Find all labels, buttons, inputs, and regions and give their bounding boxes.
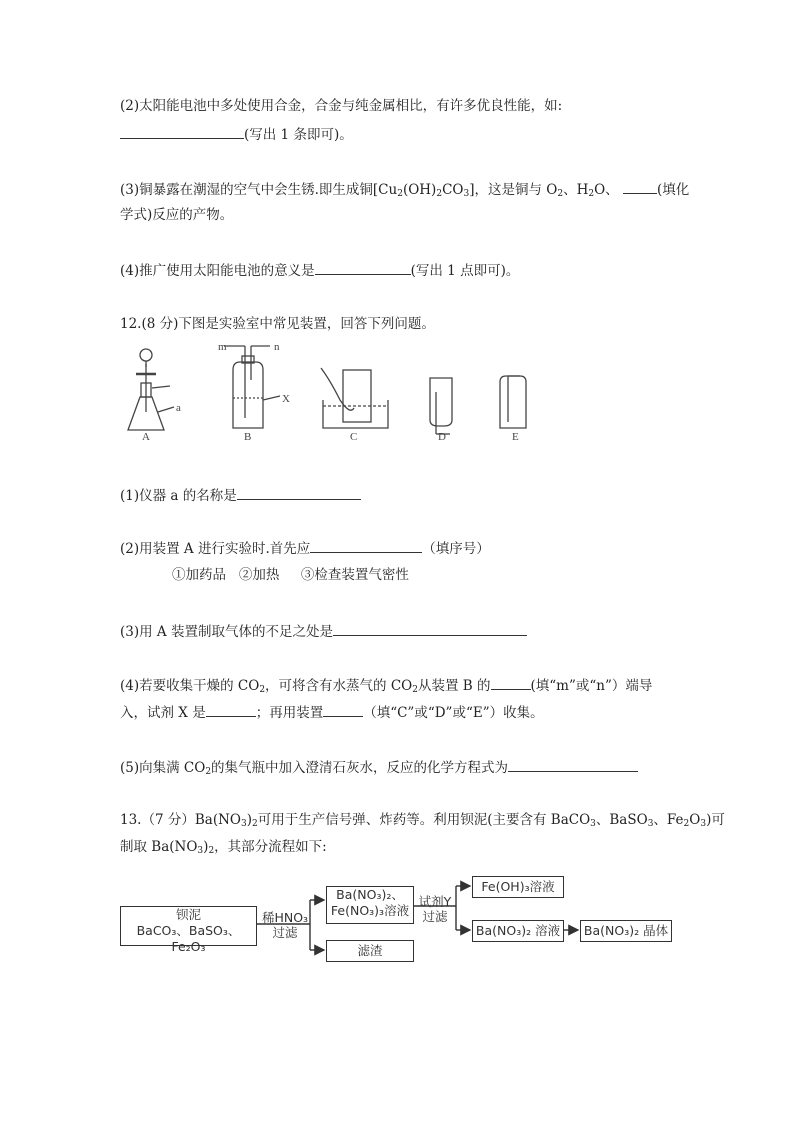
q12-part5: (5)向集满 $CO_2$的集气瓶中加入澄清石灰水，反应的化学方程式为 xyxy=(120,757,638,777)
svg-text:A: A xyxy=(142,431,150,443)
q11-part3: (3)铜暴露在潮湿的空气中会生锈.即生成铜$[Cu_2(OH)_2CO_3]$，这是铜与 $O_2$、$H_2O$、 (填化 xyxy=(120,179,689,199)
q12-header: 12.(8 分)下图是实验室中常见装置，回答下列问题。 xyxy=(120,316,435,332)
answer-blank[interactable] xyxy=(623,179,657,194)
answer-blank[interactable] xyxy=(333,621,527,636)
box-nitrate-solution: Ba(NO₃)₂、 Fe(NO₃)₃溶液 xyxy=(326,886,414,924)
svg-text:B: B xyxy=(244,431,252,443)
label-dilute-hno3: 稀HNO₃ 过滤 xyxy=(261,910,309,940)
box-ba-nitrate-solution: Ba(NO₃)₂ 溶液 xyxy=(472,920,564,942)
apparatus-figure xyxy=(118,340,558,445)
q11-part2: (2)太阳能电池中多处使用合金，合金与纯金属相比，有许多优良性能，如: xyxy=(120,98,563,114)
apparatus-e xyxy=(500,376,526,428)
q11-part2-answer: (写出 1 条即可)。 xyxy=(120,124,353,144)
answer-blank[interactable] xyxy=(237,485,361,500)
answer-blank[interactable] xyxy=(508,757,638,772)
apparatus-c xyxy=(321,368,388,428)
svg-text:E: E xyxy=(512,431,519,443)
apparatus-b xyxy=(224,346,280,428)
svg-text:X: X xyxy=(282,393,290,405)
q12-part4: (4)若要收集干燥的 $CO_2$，可将含有水蒸气的 $CO_2$从装置 B 的 (填“m”或“n”）端导 xyxy=(120,675,652,695)
q12-part1: (1)仪器 a 的名称是 xyxy=(120,485,361,505)
box-ba-nitrate-crystal: Ba(NO₃)₂ 晶体 xyxy=(580,920,672,942)
answer-blank[interactable] xyxy=(491,675,531,690)
answer-blank[interactable] xyxy=(310,538,422,553)
answer-blank[interactable] xyxy=(120,124,244,139)
process-flowchart xyxy=(118,872,688,972)
answer-blank[interactable] xyxy=(323,702,363,717)
box-feoh3-solution: Fe(OH)₃溶液 xyxy=(472,876,564,898)
q11-part3-line2: 学式)反应的产物。 xyxy=(120,207,234,223)
svg-text:n: n xyxy=(274,341,280,353)
q11-part4: (4)推广使用太阳能电池的意义是 (写出 1 点即可)。 xyxy=(120,260,519,280)
apparatus-d xyxy=(430,378,452,434)
svg-text:a: a xyxy=(176,402,181,414)
q13-header: 13.（7 分）$Ba(NO_3)_2$可用于生产信号弹、炸药等。利用钡泥(主要含有 BaCO$_3$、BaSO$_3$、$Fe_2O_3$)可 xyxy=(120,812,725,829)
box-residue: 滤渣 xyxy=(326,940,414,962)
svg-text:D: D xyxy=(438,431,446,443)
answer-blank[interactable] xyxy=(206,702,256,717)
q12-part3: (3)用 A 装置制取气体的不足之处是 xyxy=(120,621,527,641)
apparatus-a xyxy=(128,349,174,430)
q13-header-line2: 制取 $Ba(NO_3)_2$，其部分流程如下: xyxy=(120,839,327,856)
q12-part2-options: ①加药品 ②加热 ③检查装置气密性 xyxy=(172,567,409,583)
svg-text:m: m xyxy=(218,341,227,353)
q12-part4-line2: 入，试剂 X 是 ；再用装置 （填“C”或“D”或“E”）收集。 xyxy=(120,702,544,722)
box-barium-mud: 钡泥 BaCO₃、BaSO₃、Fe₂O₃ xyxy=(120,906,257,946)
svg-text:C: C xyxy=(350,431,358,443)
q12-part2: (2)用装置 A 进行实验时.首先应 （填序号） xyxy=(120,538,490,558)
answer-blank[interactable] xyxy=(315,260,411,275)
label-reagent-y: 试剂Y 过滤 xyxy=(418,894,452,924)
